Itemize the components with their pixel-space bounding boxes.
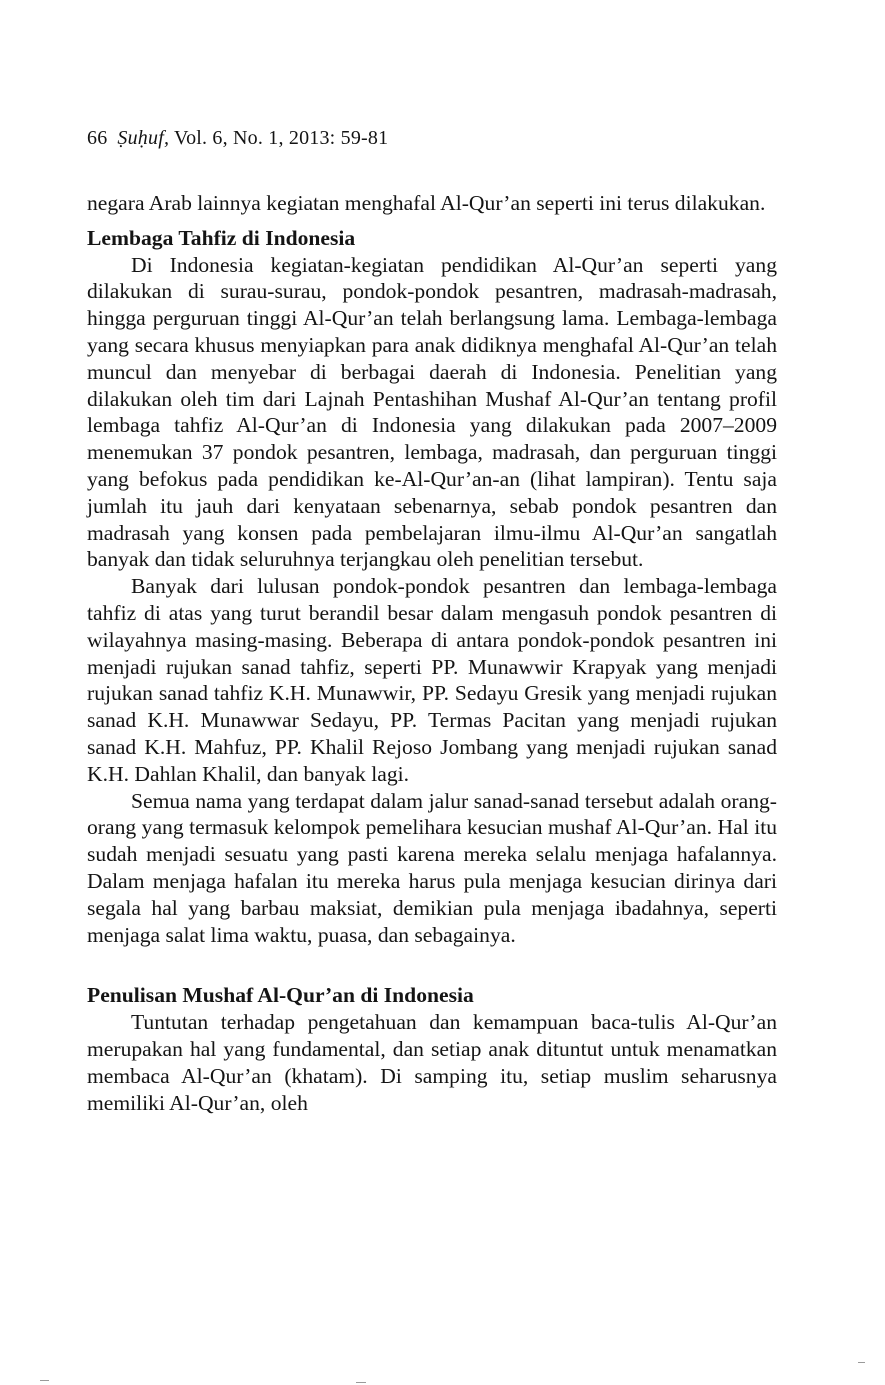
journal-name: Ṣuḥuf, [117,127,170,149]
paragraph-4: Tuntutan terhadap pengetahuan dan kemampuan baca-tulis Al-Qur’an merupakan hal yang fundamental, dan setiap anak dituntut untuk menamatkan membaca Al-Qur’an (khatam). Di samping itu, setiap muslim seharusnya memiliki Al-Qur’an, oleh [87,1010,777,1115]
page-number: 66 [87,127,108,149]
page-body [87,190,777,1116]
journal-citation: Vol. 6, No. 1, 2013: 59-81 [174,127,389,149]
scan-artifact-mark [356,1382,366,1383]
scan-artifact-mark [858,1362,865,1363]
paragraph-1: Di Indonesia kegiatan-kegiatan pendidikan Al-Qur’an seperti yang dilakukan di surau-surau, pondok-pondok pesantren, madrasah-madrasah, hingga perguruan tinggi Al-Qur’an telah berlangsung lama. Lembaga-lembaga yang secara khusus menyiapkan para anak didiknya menghafal Al-Qur’an telah muncul dan menyebar di berbagai daerah di Indonesia. Penelitian yang dilakukan oleh tim dari Lajnah Pentashihan Mushaf Al-Qur’an tentang profil lembaga tahfiz Al-Qur’an di Indonesia yang dilakukan pada 2007–2009 menemukan 37 pondok pesantren, lembaga, madrasah, dan perguruan tinggi yang befokus pada pendidikan ke-Al-Qur’an-an (lihat lampiran). Tentu saja jumlah itu jauh dari kenyataan sebenarnya, sebab pondok pesantren dan madrasah yang konsen pada pembelajaran ilmu-ilmu Al-Qur’an sangatlah banyak dan tidak seluruhnya terjangkau oleh penelitian tersebut. [87,252,777,572]
intro-paragraph: negara Arab lainnya kegiatan menghafal Al-Qur’an seperti ini terus dilakukan. [87,191,766,215]
paragraph-3: Semua nama yang terdapat dalam jalur sanad-sanad tersebut adalah orang-orang yang termasuk kelompok pemelihara kesucian mushaf Al-Qur’an. Hal itu sudah menjadi sesuatu yang pasti karena mereka selalu menjaga hafalannya. Dalam menjaga hafalan itu mereka harus pula menjaga kesucian dirinya dari segala hal yang barbau maksiat, demikian pula menjaga ibadahnya, seperti menjaga salat lima waktu, puasa, dan sebagainya. [87,788,777,947]
running-header [87,127,388,150]
section-heading-penulisan-mushaf: Penulisan Mushaf Al-Qur’an di Indonesia [87,983,474,1008]
section-heading-lembaga-tahfiz: Lembaga Tahfiz di Indonesia [87,225,356,250]
paragraph-2: Banyak dari lulusan pondok-pondok pesantren dan lembaga-lembaga tahfiz di atas yang turut berandil besar dalam mengasuh pondok pesantren di wilayahnya masing-masing. Beberapa di antara pondok-pondok pesantren ini menjadi rujukan sanad tahfiz, seperti PP. Munawwir Krapyak yang menjadi rujukan sanad tahfiz K.H. Munawwir, PP. Sedayu Gresik yang menjadi rujukan sanad K.H. Munawwar Sedayu, PP. Termas Pacitan yang menjadi rujukan sanad K.H. Mahfuz, PP. Khalil Rejoso Jombang yang menjadi rujukan sanad K.H. Dahlan Khalil, dan banyak lagi. [87,574,777,786]
scan-artifact-mark [40,1380,49,1381]
